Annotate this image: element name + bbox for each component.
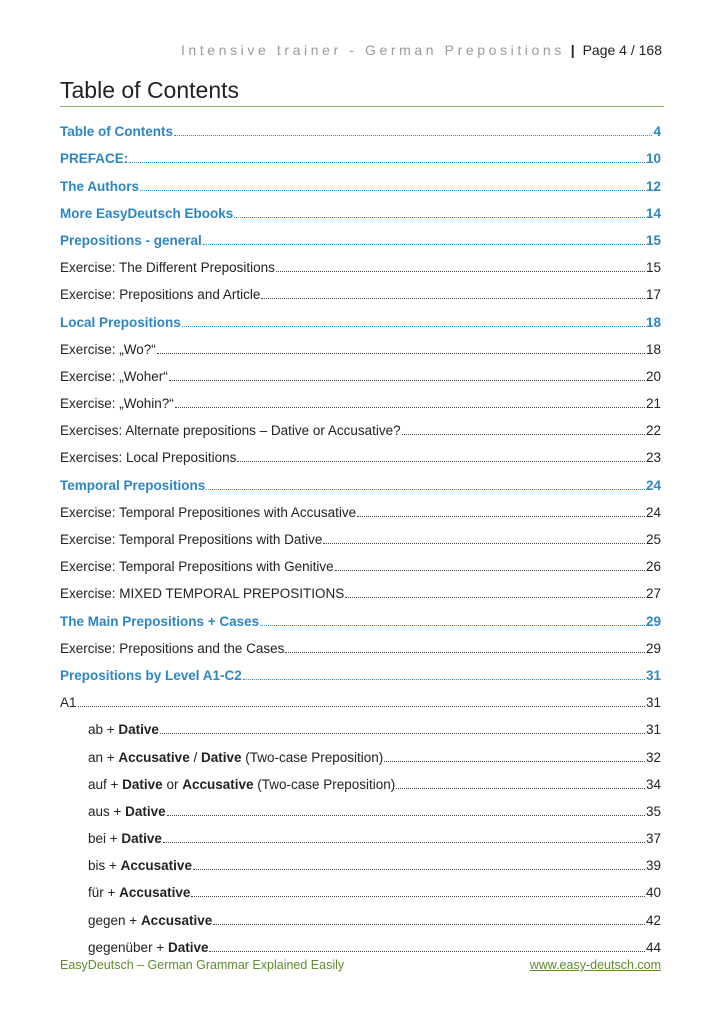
toc-entry-label-part: Accusative xyxy=(140,912,213,928)
toc-entry-page: 17 xyxy=(645,287,661,303)
page-number: Page 4 / 168 xyxy=(582,42,662,58)
toc-entry-label-part: aus + xyxy=(88,803,126,819)
dot-leader xyxy=(285,651,645,653)
table-of-contents xyxy=(60,112,661,955)
toc-entry-label xyxy=(88,913,212,928)
toc-entry-label: Exercises: Local Prepositions xyxy=(60,450,237,466)
toc-entry-label: Exercise: Temporal Prepositions with Dative xyxy=(60,532,323,547)
toc-entry-page: 24 xyxy=(645,504,661,520)
dot-leader xyxy=(193,868,645,870)
toc-entry-page: 15 xyxy=(645,232,661,248)
toc-entry-page: 4 xyxy=(653,124,661,140)
toc-entry[interactable] xyxy=(60,520,661,547)
toc-entry-page: 32 xyxy=(645,749,661,765)
toc-entry[interactable] xyxy=(60,330,661,357)
toc-entry-page: 25 xyxy=(645,532,661,547)
toc-entry-label xyxy=(88,804,166,819)
toc-entry-label: More EasyDeutsch Ebooks xyxy=(60,205,234,221)
dot-leader xyxy=(191,895,645,897)
toc-entry-label xyxy=(88,885,190,900)
dot-leader xyxy=(357,515,645,517)
dot-leader xyxy=(396,787,645,789)
toc-entry[interactable] xyxy=(60,900,661,927)
toc-entry-label-part: für + xyxy=(88,885,120,901)
toc-entry[interactable] xyxy=(60,194,661,221)
toc-entry-label-part: Accusative xyxy=(118,749,190,765)
toc-entry[interactable] xyxy=(60,656,661,683)
toc-entry-label: Exercise: „Wo?“ xyxy=(60,341,156,357)
toc-entry[interactable] xyxy=(60,248,661,275)
header-separator: | xyxy=(570,42,575,58)
toc-entry[interactable] xyxy=(60,819,661,846)
toc-entry-page: 31 xyxy=(645,695,661,711)
toc-entry-page: 29 xyxy=(645,613,661,629)
dot-leader xyxy=(276,270,645,272)
dot-leader xyxy=(260,624,645,626)
toc-entry-label: Local Prepositions xyxy=(60,314,181,330)
dot-leader xyxy=(261,297,645,299)
toc-entry[interactable] xyxy=(60,710,661,737)
toc-entry[interactable] xyxy=(60,275,661,302)
toc-entry-label-part: Dative xyxy=(125,803,166,819)
toc-entry-label-part: gegen + xyxy=(88,912,141,928)
toc-entry[interactable] xyxy=(60,139,661,166)
toc-entry-page: 18 xyxy=(645,314,661,330)
toc-entry[interactable] xyxy=(60,601,661,628)
toc-entry-label-part: Dative xyxy=(118,722,159,738)
toc-entry-page: 31 xyxy=(645,722,661,738)
toc-entry-page: 27 xyxy=(645,586,661,602)
dot-leader xyxy=(129,161,645,163)
toc-entry-label xyxy=(88,858,192,873)
dot-leader xyxy=(174,134,652,136)
toc-entry-label-part: bei + xyxy=(88,831,122,847)
toc-entry-label: Exercise: Temporal Prepositions with Genitive xyxy=(60,559,334,575)
toc-entry-label-part: auf + xyxy=(88,776,123,792)
toc-entry[interactable] xyxy=(60,357,661,384)
dot-leader xyxy=(345,596,645,598)
toc-entry[interactable] xyxy=(60,629,661,656)
toc-entry-page: 29 xyxy=(645,640,661,656)
toc-entry-label: Table of Contents xyxy=(60,124,173,140)
dot-leader xyxy=(384,760,645,762)
dot-leader xyxy=(209,950,644,952)
toc-entry-page: 26 xyxy=(645,559,661,575)
toc-entry-label: Exercise: „Wohin?“ xyxy=(60,396,174,412)
toc-entry[interactable] xyxy=(60,765,661,792)
running-header xyxy=(60,42,662,58)
toc-entry-label: Exercise: Prepositions and the Cases xyxy=(60,640,285,656)
dot-leader xyxy=(234,216,645,218)
toc-entry-page: 22 xyxy=(645,423,661,439)
footer-link[interactable]: www.easy-deutsch.com xyxy=(529,958,661,972)
toc-entry-page: 23 xyxy=(645,450,661,466)
toc-entry-label: Exercise: „Woher“ xyxy=(60,368,168,384)
toc-entry[interactable] xyxy=(60,438,661,465)
toc-entry-label-part: / xyxy=(189,749,201,765)
toc-entry-label: A1 xyxy=(60,695,77,711)
dot-leader xyxy=(243,678,645,680)
toc-entry-label: The Main Prepositions + Cases xyxy=(60,613,260,629)
toc-entry[interactable] xyxy=(60,574,661,601)
toc-entry-label: Exercise: The Different Prepositions xyxy=(60,260,275,276)
toc-entry[interactable] xyxy=(60,737,661,764)
toc-entry-page: 42 xyxy=(645,912,661,928)
toc-entry-label-part: Dative xyxy=(200,749,242,765)
toc-entry-label-part: Accusative xyxy=(119,885,191,901)
toc-entry-label: Exercise: MIXED TEMPORAL PREPOSITIONS xyxy=(60,586,345,602)
toc-entry-page: 31 xyxy=(645,667,661,683)
toc-entry[interactable] xyxy=(60,221,661,248)
toc-entry-label-part: bis + xyxy=(88,858,121,874)
toc-entry[interactable] xyxy=(60,928,661,955)
dot-leader xyxy=(169,379,645,381)
toc-entry-label: The Authors xyxy=(60,178,139,194)
toc-entry-page: 37 xyxy=(645,831,661,847)
toc-entry-page: 40 xyxy=(645,885,661,901)
toc-entry-label: Temporal Prepositions xyxy=(60,477,206,493)
toc-entry-page: 35 xyxy=(645,803,661,819)
toc-entry-label: Exercises: Alternate prepositions – Dative or Accusative? xyxy=(60,423,401,439)
toc-heading: Table of Contents xyxy=(60,77,664,107)
toc-entry[interactable] xyxy=(60,846,661,873)
toc-entry-page: 18 xyxy=(645,341,661,357)
toc-entry-page: 20 xyxy=(645,368,661,384)
toc-entry-label: PREFACE: xyxy=(60,151,129,167)
toc-entry-label-part: Accusative xyxy=(182,776,254,792)
toc-entry-label-part: (Two-case Preposition) xyxy=(241,749,384,765)
toc-entry[interactable] xyxy=(60,547,661,574)
toc-entry[interactable] xyxy=(60,411,661,438)
toc-entry[interactable] xyxy=(60,873,661,900)
dot-leader xyxy=(175,406,645,408)
toc-entry-label xyxy=(88,722,159,737)
toc-entry-label xyxy=(88,940,208,955)
toc-entry-label-part: or xyxy=(162,776,183,792)
toc-entry-label: Prepositions by Level A1-C2 xyxy=(60,667,242,683)
toc-entry-label-part: ab + xyxy=(88,722,119,738)
toc-entry-label-part: Dative xyxy=(122,776,163,792)
toc-entry-label-part: an + xyxy=(88,749,119,765)
toc-entry[interactable] xyxy=(60,465,661,492)
toc-entry-page: 39 xyxy=(645,858,661,874)
toc-entry-page: 14 xyxy=(645,205,661,221)
toc-entry[interactable] xyxy=(60,683,661,710)
dot-leader xyxy=(167,814,645,816)
dot-leader xyxy=(203,243,645,245)
dot-leader xyxy=(140,189,645,191)
dot-leader xyxy=(163,841,645,843)
toc-entry[interactable] xyxy=(60,166,661,193)
toc-entry-label xyxy=(88,777,395,792)
toc-entry[interactable] xyxy=(60,302,661,329)
dot-leader xyxy=(213,923,645,925)
dot-leader xyxy=(323,542,645,544)
footer-text: EasyDeutsch – German Grammar Explained Easily xyxy=(60,958,345,972)
dot-leader xyxy=(237,460,645,462)
toc-entry-label xyxy=(88,750,383,765)
dot-leader xyxy=(157,352,645,354)
toc-entry-page: 21 xyxy=(645,396,661,412)
toc-entry-label: Prepositions - general xyxy=(60,232,202,248)
toc-entry-page: 34 xyxy=(645,776,661,792)
dot-leader xyxy=(206,488,645,490)
toc-entry[interactable] xyxy=(60,792,661,819)
dot-leader xyxy=(182,325,645,327)
toc-entry-page: 12 xyxy=(645,178,661,194)
toc-entry-label-part: Accusative xyxy=(120,858,192,874)
toc-entry[interactable] xyxy=(60,384,661,411)
toc-entry-label-part: gegenüber + xyxy=(88,939,168,955)
toc-entry-page: 10 xyxy=(645,151,661,167)
dot-leader xyxy=(335,569,645,571)
toc-entry-page: 15 xyxy=(645,260,661,276)
toc-entry-label-part: (Two-case Preposition) xyxy=(253,776,396,792)
toc-entry-page: 44 xyxy=(645,939,661,955)
toc-entry[interactable] xyxy=(60,493,661,520)
toc-entry-page: 24 xyxy=(645,477,661,493)
header-title: Intensive trainer - German Prepositions xyxy=(180,42,565,58)
toc-entry-label: Exercise: Temporal Prepositiones with Accusative xyxy=(60,504,357,520)
dot-leader xyxy=(160,732,645,734)
dot-leader xyxy=(402,433,645,435)
toc-entry-label-part: Dative xyxy=(121,831,162,847)
dot-leader xyxy=(78,705,645,707)
page-footer xyxy=(60,958,661,972)
toc-entry-label xyxy=(88,831,162,846)
toc-entry[interactable] xyxy=(60,112,661,139)
toc-entry-label: Exercise: Prepositions and Article xyxy=(60,287,261,303)
toc-entry-label-part: Dative xyxy=(167,939,209,955)
